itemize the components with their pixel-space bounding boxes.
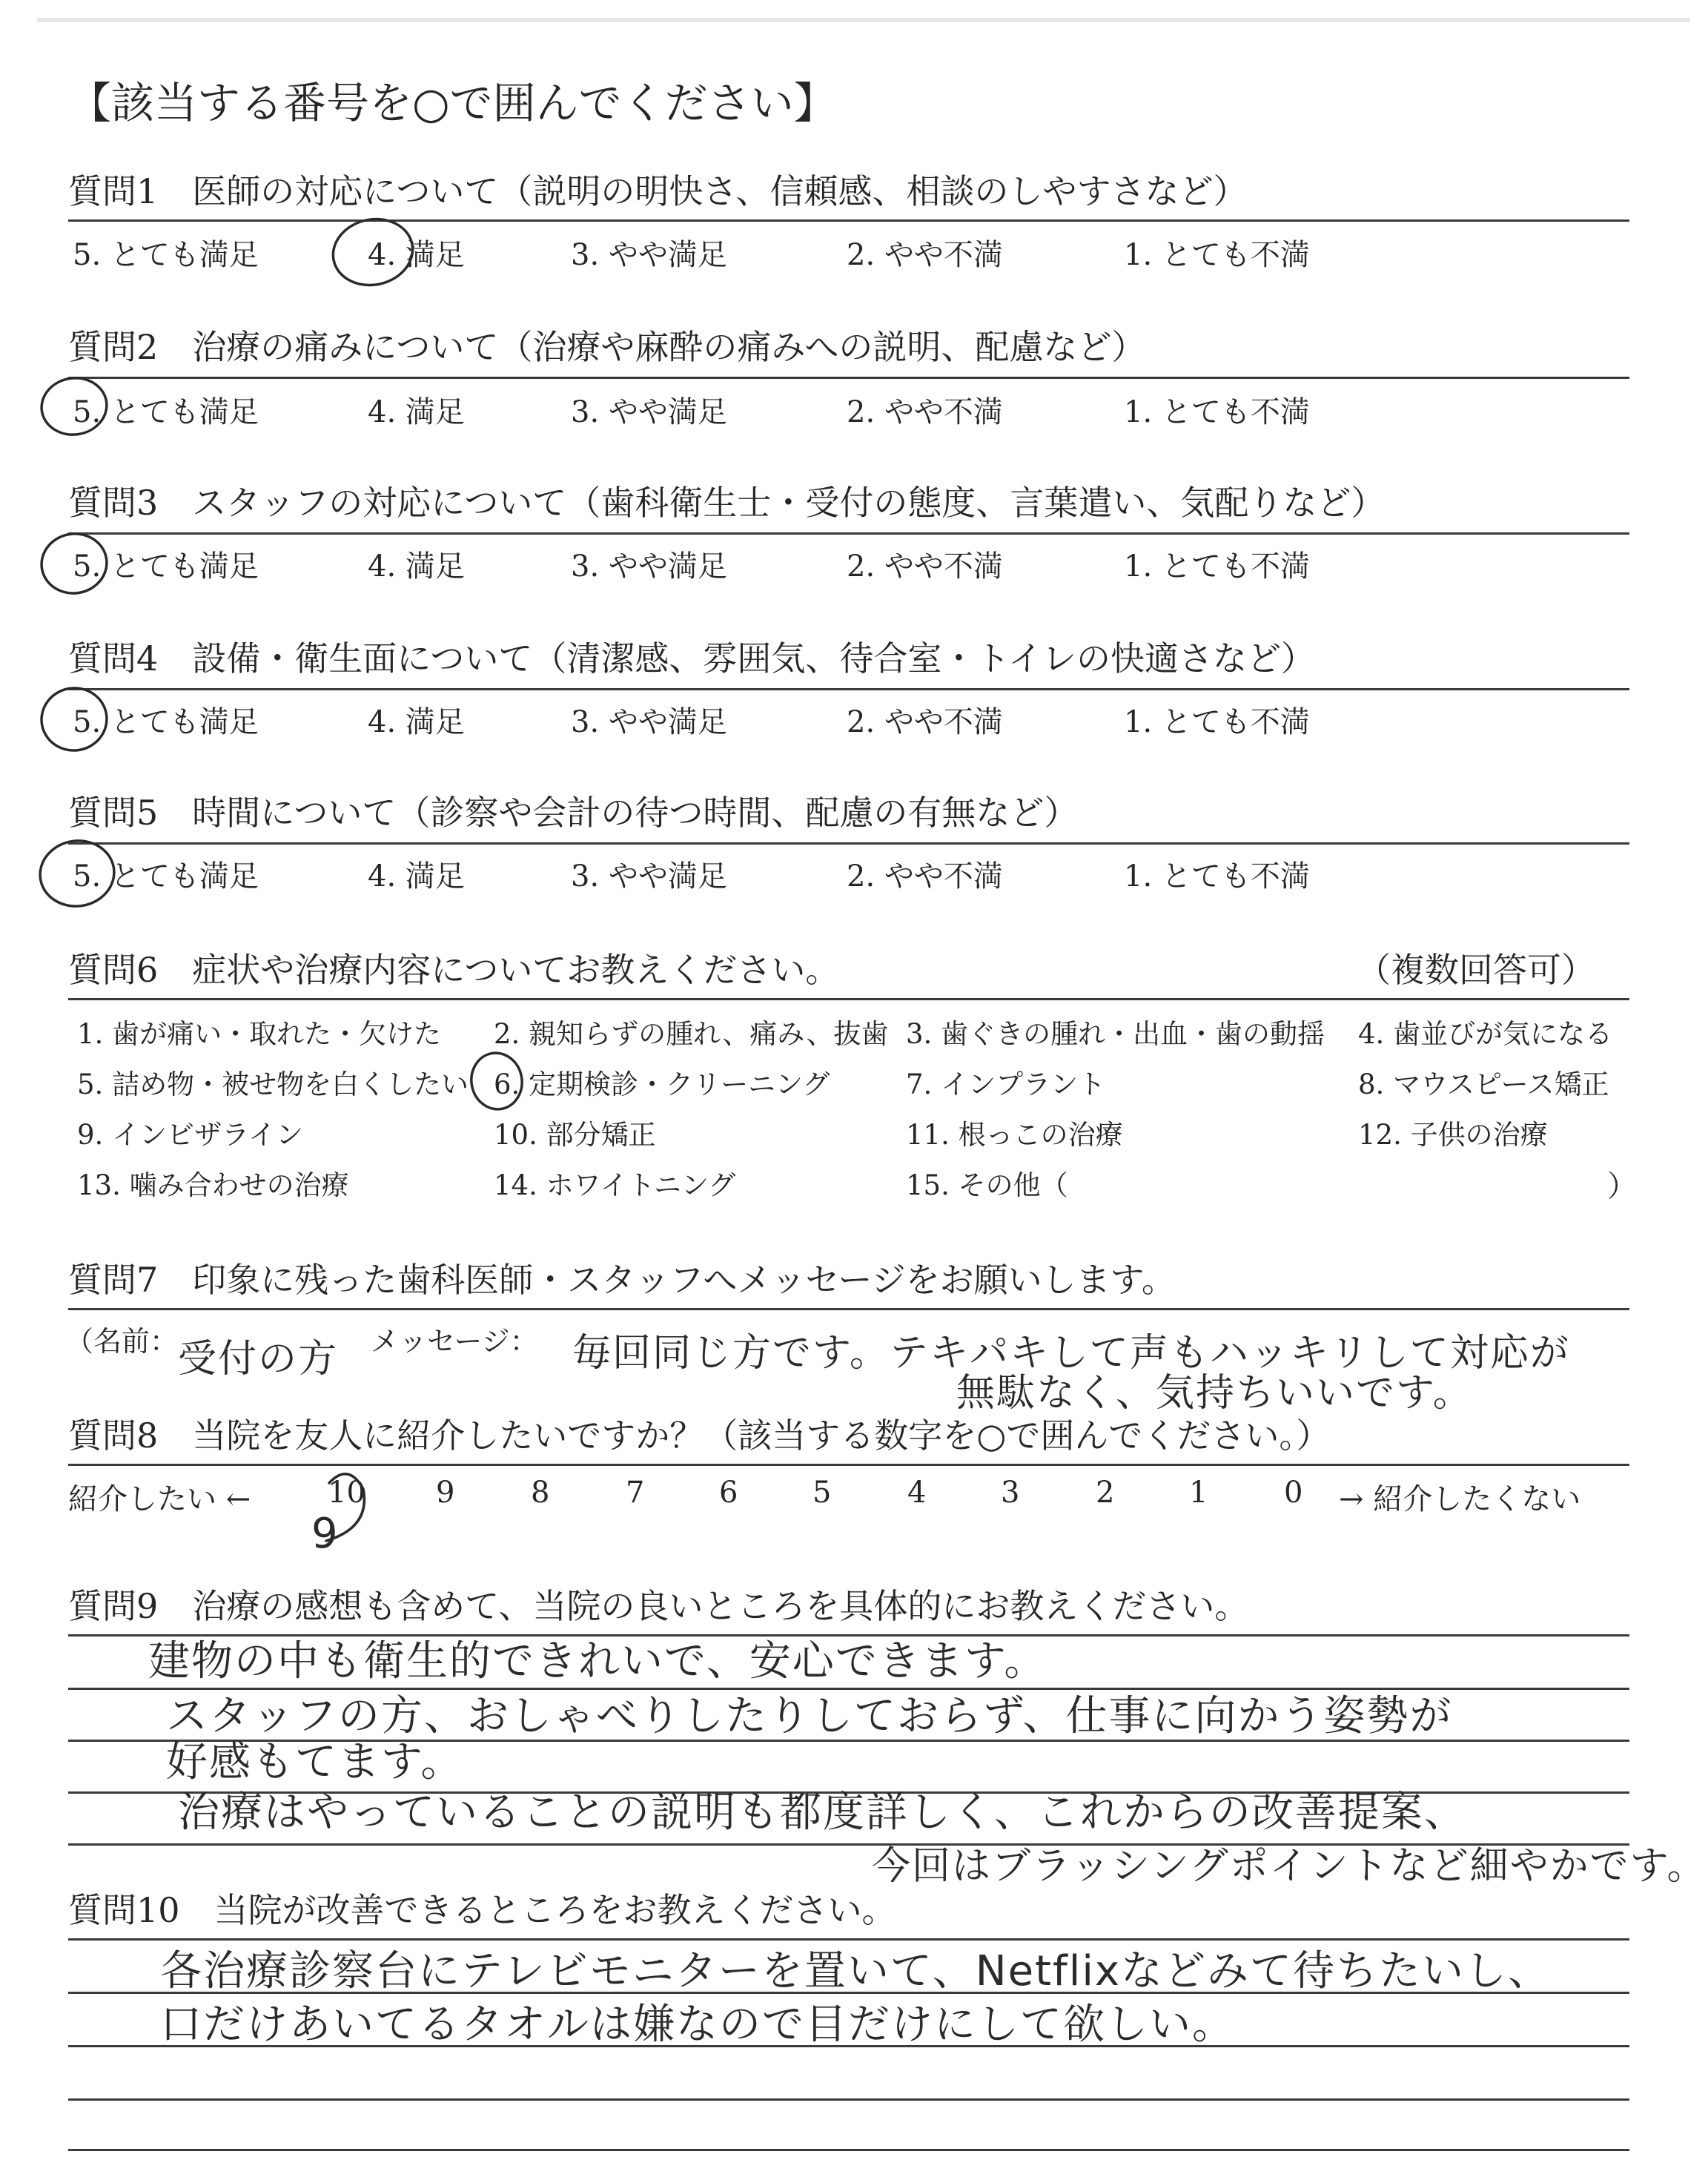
q9-line-3[interactable]: 好感もてます。 [166, 1738, 464, 1786]
q5-answer-circle [36, 836, 118, 911]
q3-choice-1[interactable]: 1. とても不満 [1124, 549, 1310, 584]
q8-scale-5[interactable]: 5 [812, 1476, 832, 1510]
q4-choice-4[interactable]: 4. 満足 [368, 705, 465, 739]
q7-name-value[interactable]: 受付の方 [178, 1337, 339, 1381]
q3-choice-4[interactable]: 4. 満足 [368, 549, 465, 584]
q5-choice-5[interactable]: 5. とても満足 [73, 859, 259, 894]
question-6-multiple-note: （複数回答可） [1357, 950, 1595, 990]
q9-line-2[interactable]: スタッフの方、おしゃべりしたりしておらず、仕事に向かう姿勢が [166, 1692, 1453, 1740]
q7-message-label: メッセージ： [371, 1325, 538, 1358]
q6-option-10[interactable]: 10. 部分矯正 [494, 1119, 656, 1151]
q8-handwritten-answer: 9 [311, 1510, 340, 1558]
q4-answer-circle [38, 684, 111, 754]
q8-scale-9[interactable]: 9 [436, 1476, 455, 1510]
q4-choice-1[interactable]: 1. とても不満 [1124, 705, 1310, 739]
q3-choice-5[interactable]: 5. とても満足 [73, 549, 259, 584]
q2-answer-circle [38, 374, 110, 439]
q1-choice-3[interactable]: 3. やや満足 [571, 238, 727, 272]
q8-scale-3[interactable]: 3 [1001, 1476, 1020, 1510]
page-heading: 【該当する番号を○で囲んでください】 [68, 78, 837, 128]
q7-message-line-1[interactable]: 毎回同じ方です。テキパキして声もハッキリして対応が [572, 1331, 1570, 1375]
question-4: 質問4 設備・衛生面について（清潔感、雰囲気、待合室・トイレの快適さなど） [68, 638, 1316, 678]
q6-option-8[interactable]: 8. マウスピース矯正 [1358, 1069, 1609, 1100]
q8-scale-7[interactable]: 7 [626, 1476, 645, 1510]
q2-choice-1[interactable]: 1. とても不満 [1124, 395, 1310, 429]
q8-scale-2[interactable]: 2 [1096, 1476, 1115, 1510]
q5-choice-2[interactable]: 2. やや不満 [847, 859, 1003, 894]
question-5: 質問5 時間について（診察や会計の待つ時間、配慮の有無など） [68, 793, 1079, 833]
q10-line-1[interactable]: 各治療診察台にテレビモニターを置いて、Netflixなどみて待ちたいし、 [160, 1947, 1552, 1995]
q3-choice-2[interactable]: 2. やや不満 [847, 549, 1003, 584]
q1-choice-5[interactable]: 5. とても満足 [73, 238, 259, 272]
q4-choice-3[interactable]: 3. やや満足 [571, 705, 727, 739]
q1-choice-1[interactable]: 1. とても不満 [1124, 238, 1310, 272]
q6-answer-circle [467, 1049, 526, 1114]
q6-option-15[interactable]: 15. その他（ [906, 1169, 1068, 1201]
q2-choice-2[interactable]: 2. やや不満 [847, 395, 1003, 429]
q6-option-6[interactable]: 6. 定期検診・クリーニング [494, 1069, 830, 1100]
question-7: 質問7 印象に残った歯科医師・スタッフへメッセージをお願いします。 [68, 1260, 1176, 1300]
q1-choice-4[interactable]: 4. 満足 [368, 238, 465, 272]
q8-scale-10[interactable]: 10 [328, 1476, 365, 1510]
q4-choice-2[interactable]: 2. やや不満 [847, 705, 1003, 739]
q5-choice-4[interactable]: 4. 満足 [368, 859, 465, 894]
q6-option-5[interactable]: 5. 詰め物・被せ物を白くしたい [77, 1069, 469, 1100]
q6-option-13[interactable]: 13. 噛み合わせの治療 [77, 1169, 349, 1201]
q7-message-line-2[interactable]: 無駄なく、気持ちいいです。 [956, 1371, 1473, 1416]
q1-choice-2[interactable]: 2. やや不満 [847, 238, 1003, 272]
question-8: 質問8 当院を友人に紹介したいですか？（該当する数字を○で囲んでください。） [68, 1416, 1331, 1456]
question-1: 質問1 医師の対応について（説明の明快さ、信頼感、相談のしやすさなど） [68, 171, 1248, 211]
q6-other-close-paren: ） [1607, 1169, 1637, 1203]
q3-answer-circle [38, 529, 110, 597]
q6-option-14[interactable]: 14. ホワイトニング [494, 1169, 736, 1201]
question-9: 質問9 治療の感想も含めて、当院の良いところを具体的にお教えください。 [68, 1586, 1249, 1626]
q4-choice-5[interactable]: 5. とても満足 [73, 705, 259, 739]
q6-option-11[interactable]: 11. 根っこの治療 [906, 1119, 1123, 1151]
q9-line-5[interactable]: 今回はブラッシングポイントなど細やかです。 [872, 1844, 1707, 1889]
q5-choice-3[interactable]: 3. やや満足 [571, 859, 727, 894]
q1-answer-circle [327, 212, 419, 293]
q6-option-7[interactable]: 7. インプラント [906, 1069, 1106, 1100]
q7-name-label: （名前： [65, 1325, 179, 1358]
q8-scale-0[interactable]: 0 [1284, 1476, 1303, 1510]
q6-option-2[interactable]: 2. 親知らずの腫れ、痛み、抜歯 [494, 1018, 889, 1050]
question-10: 質問10 当院が改善できるところをお教えください。 [68, 1890, 896, 1930]
q10-line-2[interactable]: 口だけあいてるタオルは嫌なので目だけにして欲しい。 [160, 2001, 1235, 2049]
q5-choice-1[interactable]: 1. とても不満 [1124, 859, 1310, 894]
question-6: 質問6 症状や治療内容についてお教えください。 [68, 950, 840, 990]
q8-answer-mark [326, 1474, 364, 1541]
q6-option-3[interactable]: 3. 歯ぐきの腫れ・出血・歯の動揺 [906, 1018, 1325, 1050]
question-2: 質問2 治療の痛みについて（治療や麻酔の痛みへの説明、配慮など） [68, 327, 1146, 367]
q2-choice-5[interactable]: 5. とても満足 [73, 395, 259, 429]
q9-line-1[interactable]: 建物の中も衛生的できれいで、安心できます。 [148, 1637, 1047, 1685]
q8-scale-6[interactable]: 6 [719, 1476, 738, 1510]
q8-left-label: 紹介したい ← [68, 1482, 251, 1516]
q6-option-9[interactable]: 9. インビザライン [77, 1119, 303, 1151]
q8-scale-8[interactable]: 8 [531, 1476, 550, 1510]
q8-scale-4[interactable]: 4 [907, 1476, 927, 1510]
q2-choice-4[interactable]: 4. 満足 [368, 395, 465, 429]
q6-option-12[interactable]: 12. 子供の治療 [1358, 1119, 1548, 1151]
q9-line-4[interactable]: 治療はやっていることの説明も都度詳しく、これからの改善提案、 [178, 1789, 1467, 1837]
q8-right-label: → 紹介したくない [1339, 1482, 1581, 1516]
q2-choice-3[interactable]: 3. やや満足 [571, 395, 727, 429]
q6-option-4[interactable]: 4. 歯並びが気になる [1358, 1018, 1613, 1050]
q8-scale-1[interactable]: 1 [1189, 1476, 1208, 1510]
q6-option-1[interactable]: 1. 歯が痛い・取れた・欠けた [77, 1018, 442, 1050]
question-3: 質問3 スタッフの対応について（歯科衛生士・受付の態度、言葉遣い、気配りなど） [68, 483, 1386, 523]
q3-choice-3[interactable]: 3. やや満足 [571, 549, 727, 584]
